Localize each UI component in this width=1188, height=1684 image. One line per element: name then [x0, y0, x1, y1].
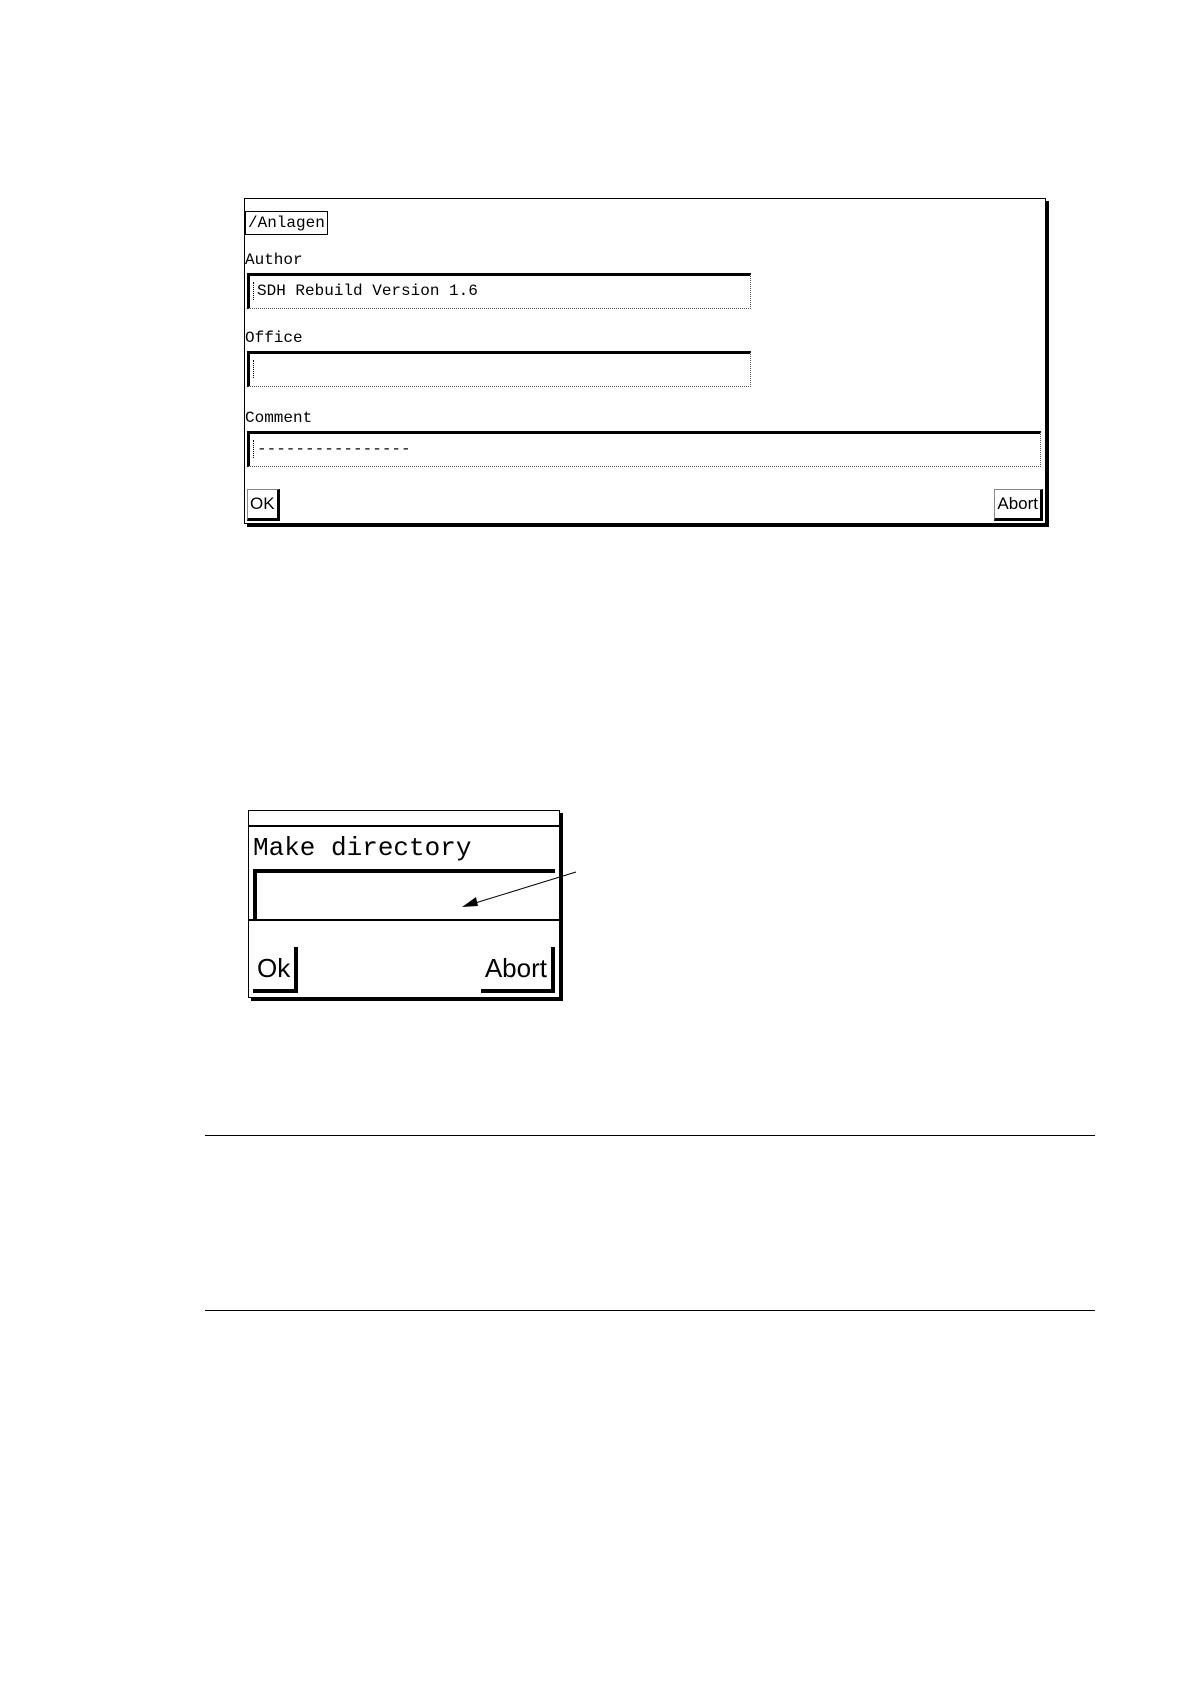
horizontal-rule: [205, 1310, 1095, 1311]
author-value: SDH Rebuild Version 1.6: [257, 282, 478, 300]
ok-button[interactable]: OK: [247, 489, 280, 521]
author-label: Author: [245, 251, 303, 269]
comment-label: Comment: [245, 409, 313, 427]
ok-button[interactable]: Ok: [253, 947, 298, 993]
comment-value: ----------------: [257, 440, 411, 458]
office-label: Office: [245, 329, 303, 347]
dialog-title: Make directory: [253, 833, 472, 863]
abort-button[interactable]: Abort: [994, 489, 1043, 521]
path-button[interactable]: /Anlagen: [245, 211, 328, 235]
abort-button[interactable]: Abort: [481, 947, 555, 993]
horizontal-rule: [205, 1135, 1095, 1136]
